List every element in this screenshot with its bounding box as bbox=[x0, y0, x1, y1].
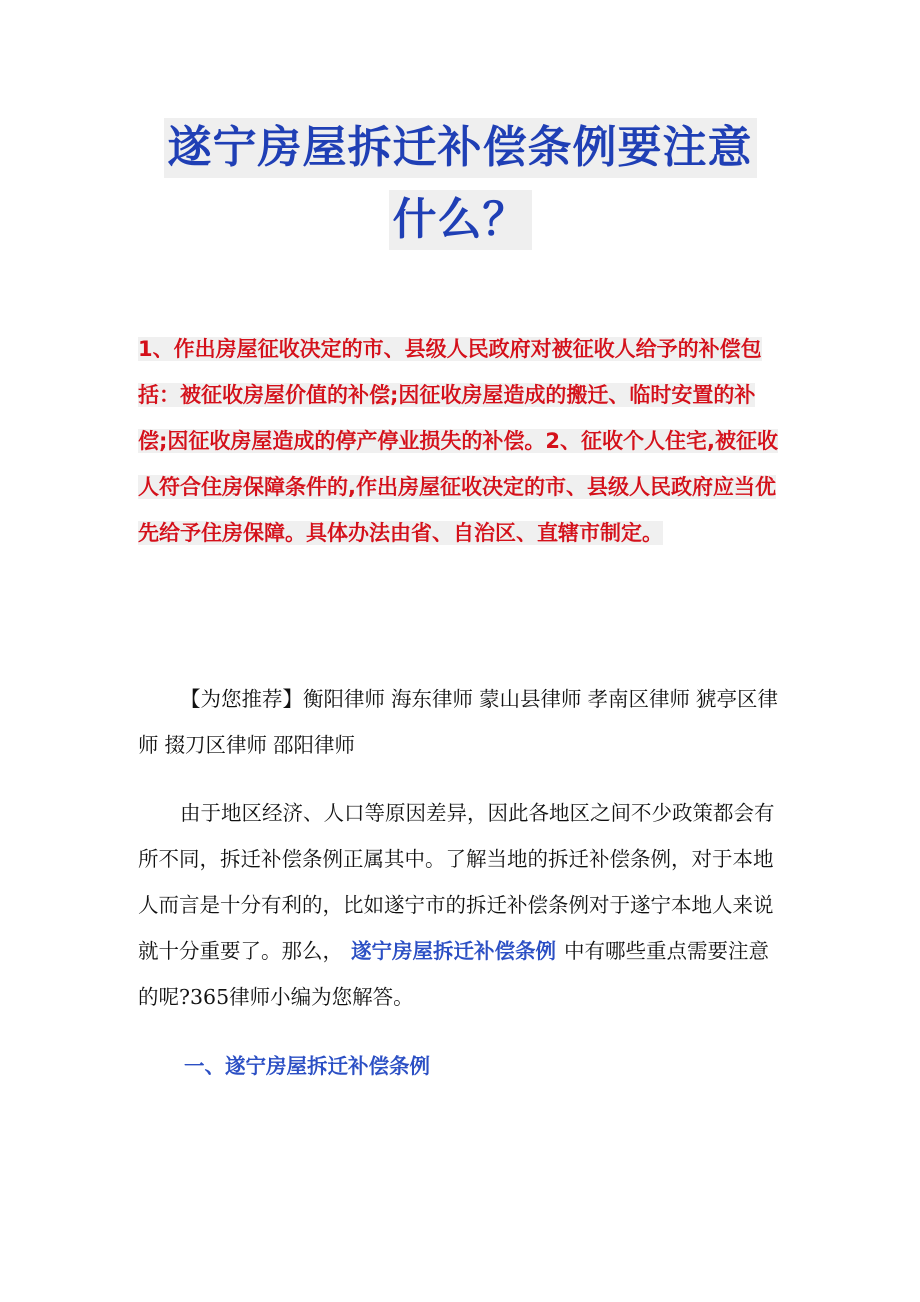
section-heading: 一、遂宁房屋拆迁补偿条例 bbox=[184, 1054, 430, 1078]
recommend-link-shaoyang[interactable]: 邵阳律师 bbox=[273, 733, 355, 757]
recommend-link-mengshan[interactable]: 蒙山县律师 bbox=[479, 687, 582, 711]
recommend-link-haidong[interactable]: 海东律师 bbox=[391, 687, 473, 711]
highlighted-text: 1、作出房屋征收决定的市、县级人民政府对被征收人给予的补偿包括：被征收房屋价值的补偿;因征收房屋造成的搬迁、临时安置的补偿;因征收房屋造成的停产停业损失的补偿。2、征收个人住宅,被征收人符合住房保障条件的,作出房屋征收决定的市、县级人民政府应当优先给予住房保障。具体办法由省、自治区、直辖市制定。 bbox=[138, 337, 778, 545]
document-title bbox=[138, 118, 782, 250]
recommend-link-duodao[interactable]: 掇刀区律师 bbox=[164, 733, 267, 757]
intro-text-after: 中有哪些重点需要注意的呢?365律师小编为您解答。 bbox=[138, 939, 769, 1009]
title-line-1: 遂宁房屋拆迁补偿条例要注意 bbox=[164, 118, 757, 178]
recommend-link-xiaonan[interactable]: 孝南区律师 bbox=[587, 687, 690, 711]
intro-paragraph bbox=[138, 790, 784, 1020]
recommend-link-xiaoting[interactable]: 猇亭区律师 bbox=[138, 687, 778, 757]
intro-text-before: 由于地区经济、人口等原因差异，因此各地区之间不少政策都会有所不同，拆迁补偿条例正属其中。了解当地的拆迁补偿条例，对于本地人而言是十分有利的，比如遂宁市的拆迁补偿条例对于遂宁本地人来说就十分重要了。那么， bbox=[138, 801, 775, 963]
regulation-link[interactable]: 遂宁房屋拆迁补偿条例 bbox=[351, 939, 556, 963]
recommend-label: 【为您推荐】 bbox=[180, 687, 303, 711]
recommendation-paragraph bbox=[138, 676, 784, 768]
title-line-2: 什么？ bbox=[389, 190, 532, 250]
highlighted-compensation-paragraph bbox=[138, 326, 784, 556]
recommend-link-hengyang[interactable]: 衡阳律师 bbox=[303, 687, 385, 711]
